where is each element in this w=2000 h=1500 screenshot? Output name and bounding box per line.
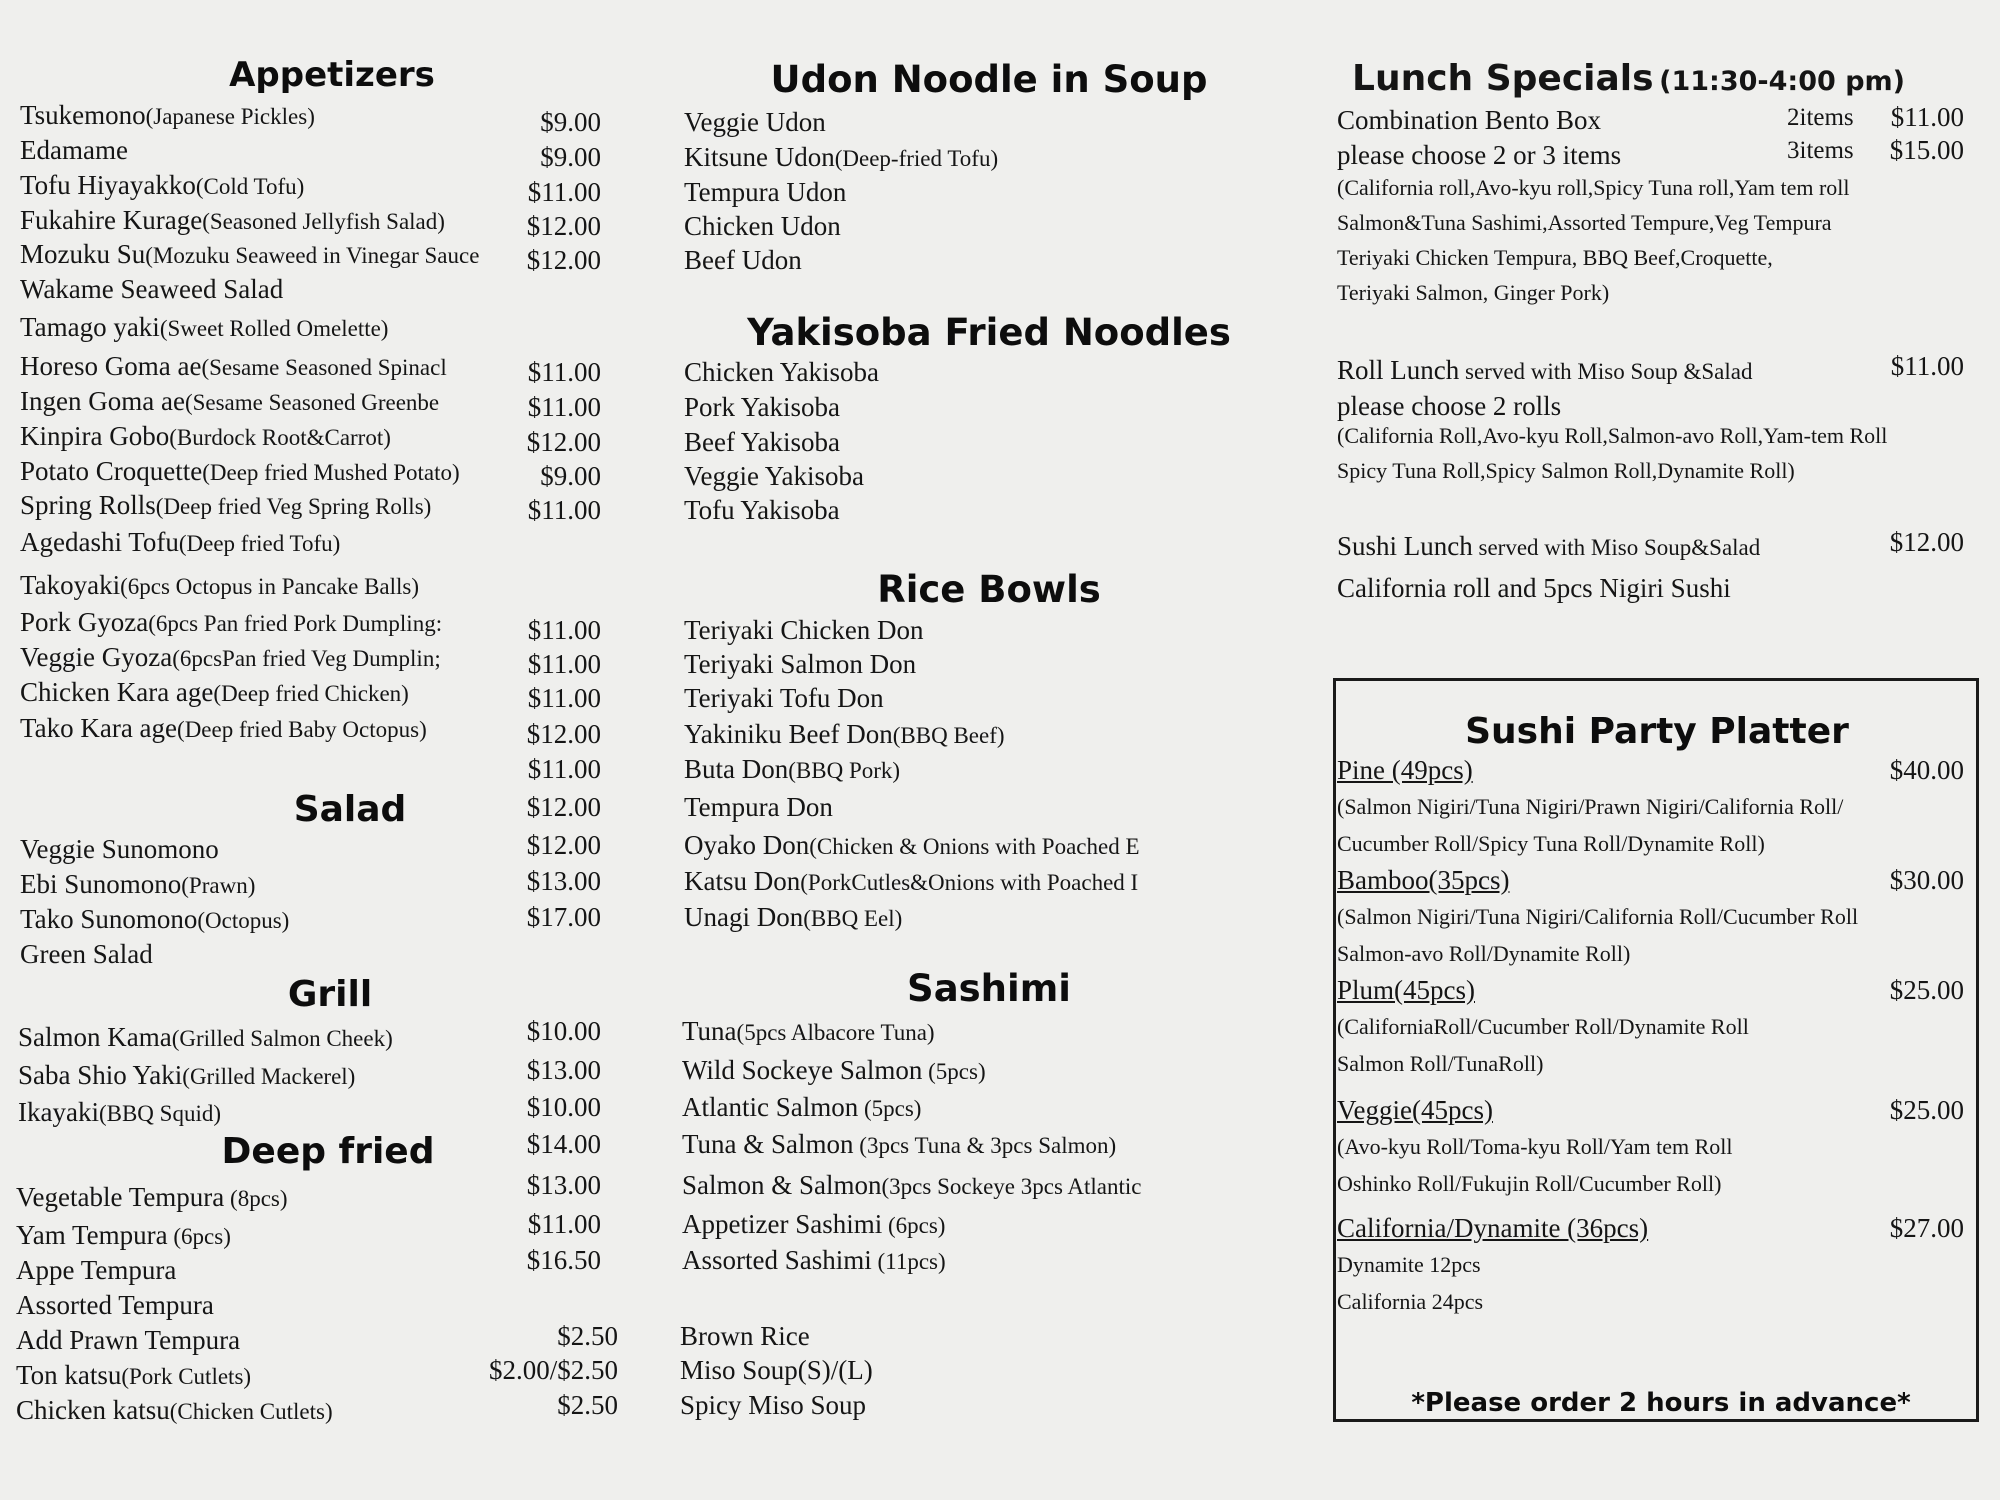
menu-item-name: Appetizer Sashimi xyxy=(682,1209,883,1239)
menu-item-name: Tofu Hiyayakko xyxy=(20,170,196,200)
menu-item-name: Mozuku Su xyxy=(20,239,146,269)
roll-lunch-detail: served with Miso Soup &Salad xyxy=(1459,359,1753,384)
menu-item-name: Chicken Yakisoba xyxy=(684,357,879,387)
menu-item-name: Horeso Goma ae xyxy=(20,351,202,381)
bento-opt2-price: $15.00 xyxy=(1889,135,1964,165)
menu-item-name: Kitsune Udon xyxy=(684,142,835,172)
menu-item-name: Takoyaki xyxy=(20,570,121,600)
menu-item-name: Assorted Tempura xyxy=(16,1290,214,1320)
menu-item-name: Yakiniku Beef Don xyxy=(684,719,893,749)
menu-item-description: (BBQ Beef) xyxy=(892,723,1005,748)
menu-item-name: Pork Yakisoba xyxy=(684,392,841,422)
menu-item-description: (Chicken Cutlets) xyxy=(169,1399,333,1424)
menu-item-name: Tamago yaki xyxy=(20,312,160,342)
menu-item-description: (11pcs) xyxy=(871,1249,946,1274)
bento-choose: please choose 2 or 3 items xyxy=(1337,140,1622,170)
lunch-hours: (11:30-4:00 pm) xyxy=(1659,66,1905,97)
menu-item-price: $2.00/$2.50 xyxy=(488,1355,618,1385)
roll-choice-2: Spicy Tuna Roll,Spicy Salmon Roll,Dynamite Roll) xyxy=(1337,458,1795,483)
menu-item-name: Tuna & Salmon xyxy=(682,1129,854,1159)
menu-item-name: Atlantic Salmon xyxy=(682,1092,859,1122)
menu-item-description: (Sesame Seasoned Spinacl xyxy=(201,355,447,380)
menu-item-name: Beef Yakisoba xyxy=(684,427,840,457)
menu-item-name: Tempura Udon xyxy=(684,177,847,207)
platter-contents: Salmon Roll/TunaRoll) xyxy=(1337,1051,1544,1076)
menu-item-price: $12.00 xyxy=(526,211,601,241)
menu-item-price: $11.00 xyxy=(527,177,601,207)
menu-item-name: Tako Sunomono xyxy=(20,904,198,934)
menu-item-name: Ingen Goma ae xyxy=(20,386,185,416)
menu-item-description: (Deep fried Baby Octopus) xyxy=(177,717,427,742)
menu-item-name: Saba Shio Yaki xyxy=(18,1060,183,1090)
menu-item-description: (6pcs) xyxy=(882,1213,946,1238)
sushi-lunch-title xyxy=(1337,529,1760,565)
bento-name: Combination Bento Box xyxy=(1337,105,1602,135)
menu-item-price: $2.50 xyxy=(557,1321,618,1351)
menu-item-price: $12.00 xyxy=(526,427,601,457)
menu-item-description: (Mozuku Seaweed in Vinegar Sauce xyxy=(145,243,480,268)
menu-item-name: Assorted Sashimi xyxy=(682,1245,872,1275)
sushi-lunch-detail: served with Miso Soup&Salad xyxy=(1472,535,1761,560)
menu-item-name: Kinpira Gobo xyxy=(20,421,170,451)
menu-item-price: $2.50 xyxy=(557,1390,618,1420)
menu-item-description: (6pcs Pan fried Pork Dumpling: xyxy=(148,611,443,636)
menu-item-price: $11.00 xyxy=(527,615,601,645)
platter-contents: Oshinko Roll/Fukujin Roll/Cucumber Roll) xyxy=(1337,1171,1722,1196)
lunch-title: Lunch Specials xyxy=(1352,58,1654,99)
menu-item-name: Pork Gyoza xyxy=(20,607,149,637)
platter-price: $27.00 xyxy=(1889,1213,1964,1243)
menu-item-description: (Deep-fried Tofu) xyxy=(834,146,999,171)
menu-item-name: Spring Rolls xyxy=(20,490,156,520)
menu-item-description: (Deep fried Veg Spring Rolls) xyxy=(155,494,432,519)
menu-item-description: (Seasoned Jellyfish Salad) xyxy=(202,209,445,234)
menu-item-name: Oyako Don xyxy=(684,830,810,860)
sushi-lunch-name: Sushi Lunch xyxy=(1337,531,1473,561)
menu-item-name: Appe Tempura xyxy=(16,1255,177,1285)
menu-item-description: (Pork Cutlets) xyxy=(121,1364,252,1389)
menu-item-description: (Deep fried Chicken) xyxy=(213,681,409,706)
menu-item-description: (3pcs Tuna & 3pcs Salmon) xyxy=(853,1133,1117,1158)
menu-item-name: Tempura Don xyxy=(684,792,833,822)
menu-item-price: $12.00 xyxy=(526,830,601,860)
platter-price: $25.00 xyxy=(1889,1095,1964,1125)
platter-california-dynamite-36pcs: California/Dynamite (36pcs) xyxy=(1337,1213,1649,1243)
menu-item-price: $17.00 xyxy=(526,902,601,932)
platter-contents: (CaliforniaRoll/Cucumber Roll/Dynamite Roll xyxy=(1337,1014,1749,1039)
menu-item-price: $9.00 xyxy=(540,107,601,137)
menu-item-price: $11.00 xyxy=(527,649,601,679)
menu-item-price: $10.00 xyxy=(526,1092,601,1122)
menu-item-description: (BBQ Squid) xyxy=(98,1101,222,1126)
platter-price: $25.00 xyxy=(1889,975,1964,1005)
menu-item-name: Wild Sockeye Salmon xyxy=(682,1055,923,1085)
bento-choice-3: Teriyaki Chicken Tempura, BBQ Beef,Croquette, xyxy=(1337,245,1773,270)
menu-item-name: Chicken Kara age xyxy=(20,677,214,707)
roll-lunch-price: $11.00 xyxy=(1890,351,1964,381)
menu-item-name: Veggie Yakisoba xyxy=(684,461,864,491)
menu-item-name: Green Salad xyxy=(20,939,153,969)
rice-bowls-heading: Rice Bowls xyxy=(877,568,1101,611)
menu-item-description: (Deep fried Tofu) xyxy=(178,531,341,556)
party-notice: *Please order 2 hours in advance* xyxy=(1411,1388,1911,1418)
roll-lunch-choose: please choose 2 rolls xyxy=(1337,391,1562,421)
appetizers-heading: Appetizers xyxy=(229,55,435,95)
menu-item-name: Katsu Don xyxy=(684,866,801,896)
menu-item-description: (Grilled Salmon Cheek) xyxy=(171,1026,393,1051)
menu-item-description: (PorkCutles&Onions with Poached I xyxy=(800,870,1139,895)
menu-item-description: (6pcs Octopus in Pancake Balls) xyxy=(120,574,420,599)
menu-item-name: Add Prawn Tempura xyxy=(16,1325,241,1355)
menu-item-name: Teriyaki Tofu Don xyxy=(684,683,884,713)
sushi-lunch-price: $12.00 xyxy=(1889,527,1964,557)
deep-fried-heading: Deep fried xyxy=(221,1131,435,1172)
menu-item-name: Edamame xyxy=(20,135,128,165)
menu-item-name: Tuna xyxy=(682,1016,737,1046)
menu-item-description: (5pcs) xyxy=(922,1059,986,1084)
menu-item-description: (Prawn) xyxy=(181,873,256,898)
menu-item-price: $12.00 xyxy=(526,719,601,749)
lunch-specials-heading xyxy=(1352,58,1905,99)
menu-item-name: Teriyaki Chicken Don xyxy=(684,615,924,645)
menu-item-price: $14.00 xyxy=(526,1129,601,1159)
menu-item-name: Potato Croquette xyxy=(20,456,203,486)
menu-item-description: (BBQ Eel) xyxy=(803,906,903,931)
menu-item-name: Ikayaki xyxy=(18,1097,99,1127)
menu-item-name: Spicy Miso Soup xyxy=(680,1390,867,1420)
udon-heading: Udon Noodle in Soup xyxy=(770,58,1208,101)
menu-item-description: (Octopus) xyxy=(197,908,290,933)
menu-item-price: $9.00 xyxy=(540,461,601,491)
platter-contents: (Avo-kyu Roll/Toma-kyu Roll/Yam tem Roll xyxy=(1337,1134,1733,1159)
menu-item-name: Salmon & Salmon xyxy=(682,1170,882,1200)
menu-item-name: Wakame Seaweed Salad xyxy=(20,274,284,304)
menu-item-price: $11.00 xyxy=(527,392,601,422)
menu-item-price: $10.00 xyxy=(526,1016,601,1046)
menu-item-description: (Cold Tofu) xyxy=(195,174,305,199)
bento-choice-4: Teriyaki Salmon, Ginger Pork) xyxy=(1337,280,1610,305)
menu-item-name: Chicken Udon xyxy=(684,211,841,241)
menu-item-description: (8pcs) xyxy=(224,1186,288,1211)
yakisoba-heading: Yakisoba Fried Noodles xyxy=(747,311,1231,354)
menu-item-description: (Deep fried Mushed Potato) xyxy=(202,460,460,485)
menu-item-description: (Burdock Root&Carrot) xyxy=(169,425,391,450)
sashimi-heading: Sashimi xyxy=(907,967,1071,1010)
platter-veggie-45pcs: Veggie(45pcs) xyxy=(1337,1095,1493,1125)
menu-item-name: Veggie Gyoza xyxy=(20,642,173,672)
menu-item-price: $13.00 xyxy=(526,1055,601,1085)
menu-item-name: Brown Rice xyxy=(680,1321,810,1351)
bento-opt1-label: 2items xyxy=(1787,104,1854,131)
menu-item-name: Agedashi Tofu xyxy=(20,527,179,557)
menu-item-name: Tsukemono xyxy=(20,100,146,130)
menu-item-price: $11.00 xyxy=(527,495,601,525)
menu-item-name: Ebi Sunomono xyxy=(20,869,182,899)
menu-item-description: (5pcs) xyxy=(858,1096,922,1121)
menu-item-name: Unagi Don xyxy=(684,902,804,932)
roll-choice-1: (California Roll,Avo-kyu Roll,Salmon-avo Roll,Yam-tem Roll xyxy=(1337,423,1888,448)
menu-item-name: Fukahire Kurage xyxy=(20,205,203,235)
salad-heading: Salad xyxy=(293,789,407,830)
platter-plum-45pcs: Plum(45pcs) xyxy=(1337,975,1475,1005)
menu-item-description: (Grilled Mackerel) xyxy=(182,1064,356,1089)
bento-opt1-price: $11.00 xyxy=(1890,102,1964,132)
roll-lunch-name: Roll Lunch xyxy=(1337,355,1460,385)
menu-item-description: (Chicken & Onions with Poached E xyxy=(809,834,1140,859)
menu-item-description: (Japanese Pickles) xyxy=(145,104,315,129)
sushi-lunch-line: California roll and 5pcs Nigiri Sushi xyxy=(1337,573,1731,603)
menu-item-price: $11.00 xyxy=(527,1209,601,1239)
menu-item-name: Beef Udon xyxy=(684,245,802,275)
bento-choice-2: Salmon&Tuna Sashimi,Assorted Tempure,Veg Tempura xyxy=(1337,210,1832,235)
menu-item-price: $11.00 xyxy=(527,754,601,784)
menu-item-name: Veggie Udon xyxy=(684,107,826,137)
grill-heading: Grill xyxy=(287,974,373,1015)
platter-price: $40.00 xyxy=(1889,755,1964,785)
menu-item-name: Miso Soup(S)/(L) xyxy=(680,1355,873,1385)
menu-item-description: (3pcs Sockeye 3pcs Atlantic xyxy=(881,1174,1142,1199)
platter-price: $30.00 xyxy=(1889,865,1964,895)
menu-item-description: (Sesame Seasoned Greenbe xyxy=(184,390,440,415)
menu-item-description: (Sweet Rolled Omelette) xyxy=(159,316,389,341)
menu-item-description: (BBQ Pork) xyxy=(788,758,901,783)
menu-item-name: Veggie Sunomono xyxy=(20,834,219,864)
platter-contents: (Salmon Nigiri/Tuna Nigiri/Prawn Nigiri/California Roll/ xyxy=(1337,794,1844,819)
menu-item-price: $13.00 xyxy=(526,1170,601,1200)
menu-item-name: Chicken katsu xyxy=(16,1395,170,1425)
platter-contents: Dynamite 12pcs xyxy=(1337,1252,1481,1277)
menu-item-name: Vegetable Tempura xyxy=(16,1182,225,1212)
menu-item-description: (5pcs Albacore Tuna) xyxy=(736,1020,935,1045)
platter-contents: (Salmon Nigiri/Tuna Nigiri/California Roll/Cucumber Roll xyxy=(1337,904,1859,929)
bento-choice-1: (California roll,Avo-kyu roll,Spicy Tuna roll,Yam tem roll xyxy=(1337,175,1850,200)
menu-item-description: (6pcsPan fried Veg Dumplin; xyxy=(172,646,441,671)
menu-item-price: $16.50 xyxy=(526,1245,601,1275)
menu-item-name: Tofu Yakisoba xyxy=(684,495,840,525)
menu-item-price: $13.00 xyxy=(526,866,601,896)
menu-item-price: $12.00 xyxy=(526,792,601,822)
menu-item-name: Salmon Kama xyxy=(18,1022,172,1052)
platter-contents: Cucumber Roll/Spicy Tuna Roll/Dynamite Roll) xyxy=(1337,831,1765,856)
roll-lunch-title xyxy=(1337,353,1753,389)
menu-item-name: Ton katsu xyxy=(16,1360,122,1390)
party-platter-heading: Sushi Party Platter xyxy=(1465,711,1849,752)
platter-bamboo-35pcs: Bamboo(35pcs) xyxy=(1337,865,1510,895)
bento-opt2-label: 3items xyxy=(1787,137,1854,164)
menu-item-price: $11.00 xyxy=(527,357,601,387)
platter-contents: California 24pcs xyxy=(1337,1289,1484,1314)
menu-item-name: Buta Don xyxy=(684,754,789,784)
menu-item-description: (6pcs) xyxy=(167,1224,231,1249)
menu-item-name: Tako Kara age xyxy=(20,713,178,743)
menu-item-price: $11.00 xyxy=(527,683,601,713)
menu-item-name: Teriyaki Salmon Don xyxy=(684,649,917,679)
menu-item-name: Yam Tempura xyxy=(16,1220,168,1250)
menu-item-price: $12.00 xyxy=(526,245,601,275)
platter-contents: Salmon-avo Roll/Dynamite Roll) xyxy=(1337,941,1631,966)
menu-item-price: $9.00 xyxy=(540,142,601,172)
platter-pine-49pcs: Pine (49pcs) xyxy=(1337,755,1473,785)
